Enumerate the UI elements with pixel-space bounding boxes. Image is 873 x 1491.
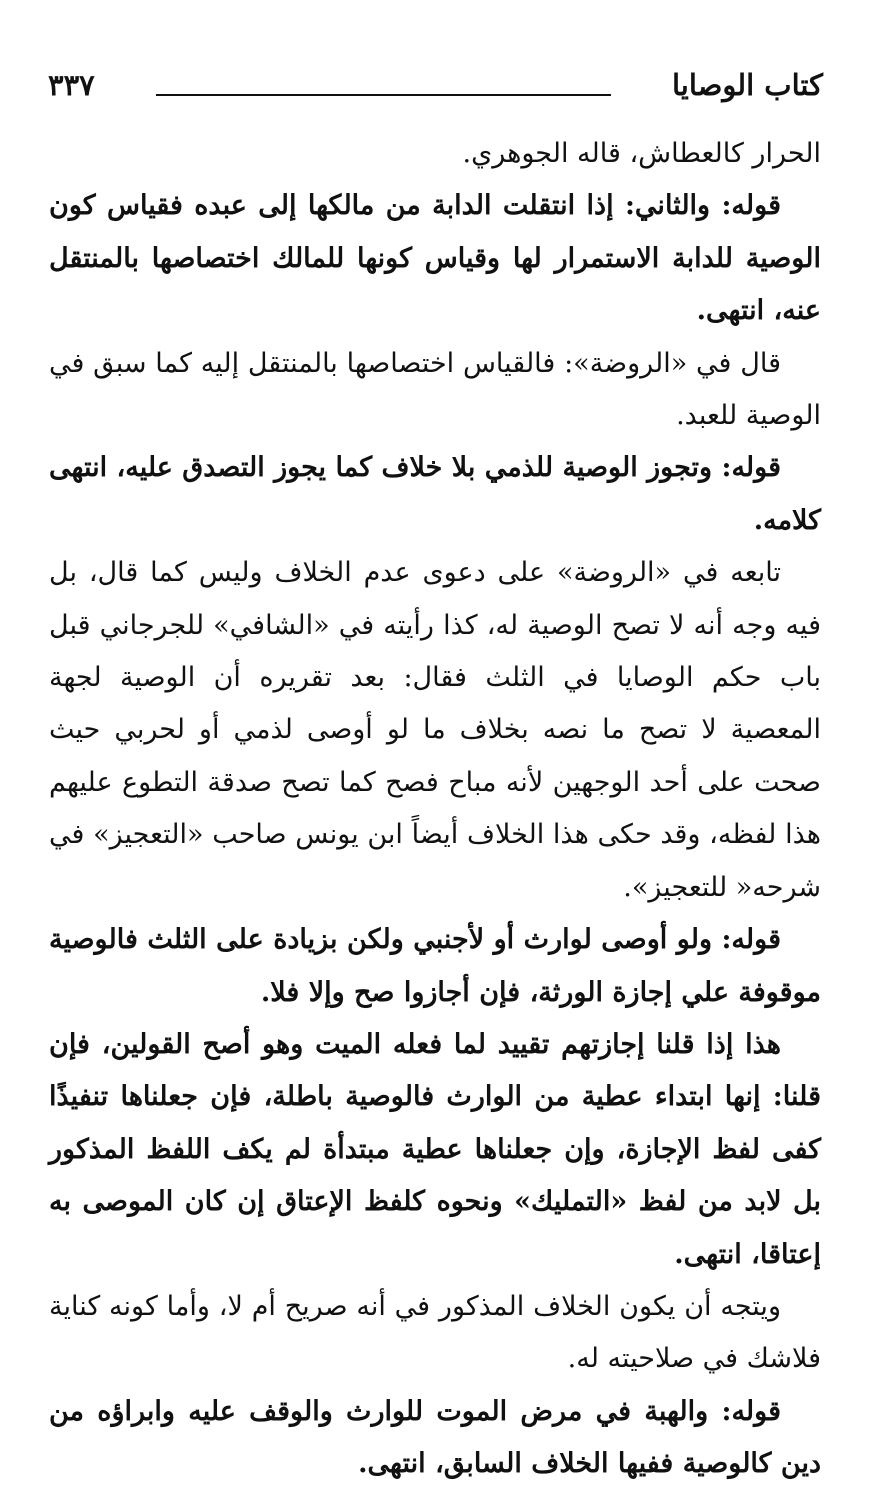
quoted-paragraph: قوله: ولو أوصى لوارث أو لأجنبي ولكن بزيادة على الثلث فالوصية موقوفة علي إجازة الورثة، فإن أجازوا صح وإلا فلا. [49,924,821,1008]
paragraph: الحرار كالعطاش، قاله الجوهري. [462,138,821,169]
quoted-paragraph: قوله: والهبة في مرض الموت للوارث والوقف عليه وابراؤه من دين كالوصية ففيها الخلاف السابق، انتهى. [49,1395,821,1480]
quoted-paragraph: قوله: والثاني: إذا انتقلت الدابة من مالكها إلى عبده فقياس كون الوصية للدابة الاستمرار لها وقياس كونها للمالك اختصاصها بالمنتقل عنه، انتهى. [49,190,821,327]
running-title: كتاب الوصايا [671,68,823,102]
header-rule [156,94,611,96]
page-header [48,64,823,114]
body-text [49,128,821,1491]
paragraph: ويتجه أن يكون الخلاف المذكور في أنه صريح أم لا، وأما كونه كناية فلاشك في صلاحيته له. [49,1290,821,1375]
page-number: ٣٣٧ [48,68,95,102]
quoted-paragraph: قوله: وتجوز الوصية للذمي بلا خلاف كما يجوز التصدق عليه، انتهى كلامه. [49,452,821,536]
quoted-paragraph: هذا إذا قلنا إجازتهم تقييد لما فعله الميت وهو أصح القولين، فإن قلنا: إنها ابتداء عطية من الوارث فالوصية باطلة، فإن جعلناها تنفيذًا كفى لفظ الإجازة، وإن جعلناها عطية مبتدأة لم يكف اللفظ المذكور بل لابد من لفظ «التمليك» ونحوه كلفظ الإعتاق إن كان الموصى به إعتاقا، انتهى. [49,1028,821,1270]
paragraph: قال في «الروضة»: فالقياس اختصاصها بالمنتقل إليه كما سبق في الوصية للعبد. [49,347,821,432]
paragraph: تابعه في «الروضة» على دعوى عدم الخلاف وليس كما قال، بل فيه وجه أنه لا تصح الوصية له، كذا رأيته في «الشافي» للجرجاني قبل باب حكم الوصايا في الثلث فقال: بعد تقريره أن الوصية لجهة المعصية لا تصح ما نصه بخلاف ما لو أوصى لذمي أو لحربي حيث صحت على أحد الوجهين لأنه مباح فصح كما تصح صدقة التطوع عليهم هذا لفظه، وقد حكى هذا الخلاف أيضاً ابن يونس صاحب «التعجيز» في شرحه« للتعجيز». [49,557,821,903]
